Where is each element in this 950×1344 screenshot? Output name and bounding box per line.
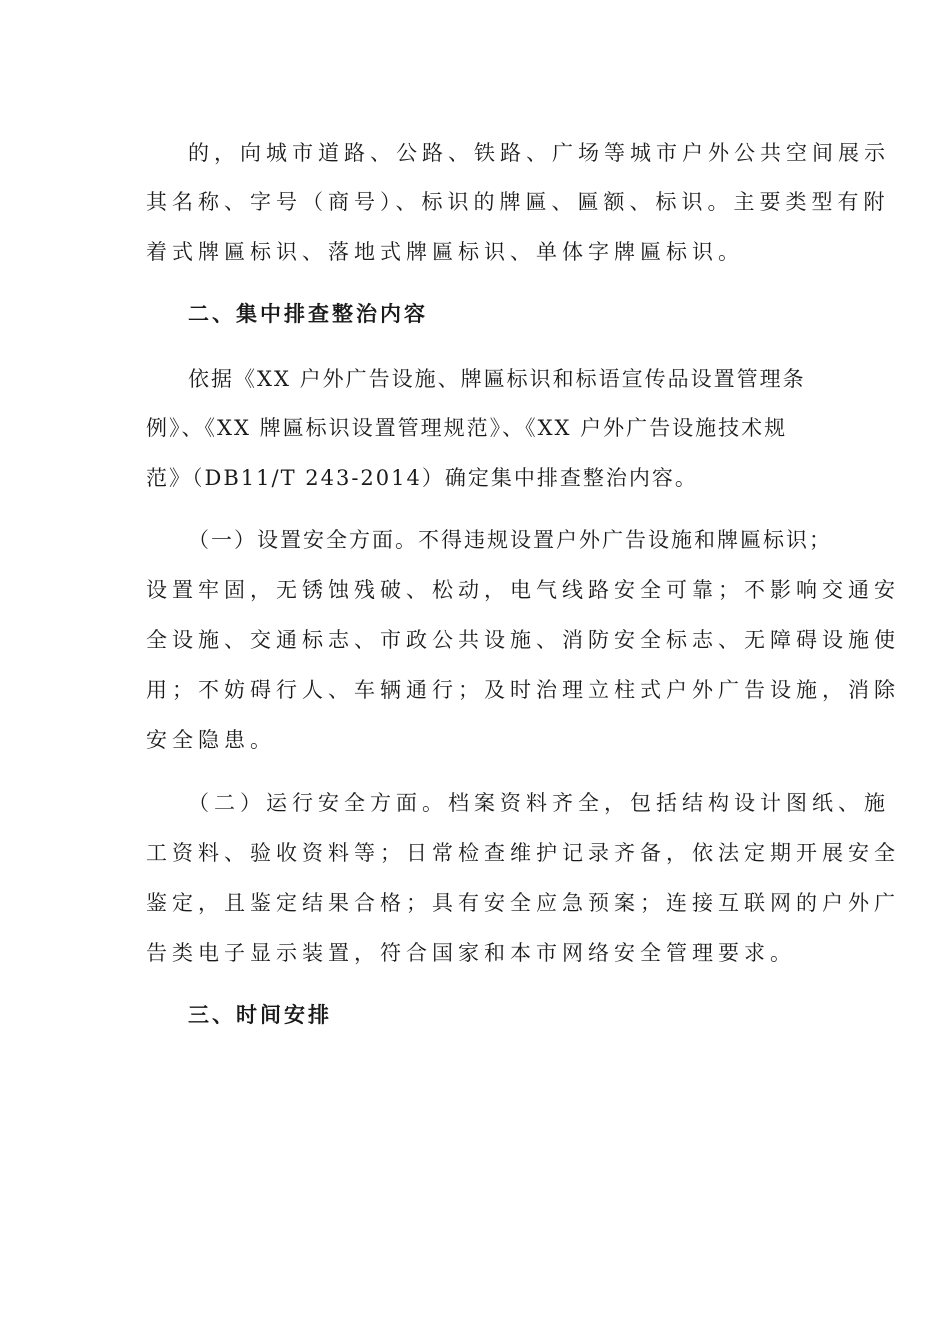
paragraph-line: 的，向城市道路、公路、铁路、广场等城市户外公共空间展示 [188, 141, 890, 165]
paragraph-line: 着式牌匾标识、落地式牌匾标识、单体字牌匾标识。 [146, 240, 744, 264]
paragraph-line: 鉴定，且鉴定结果合格；具有安全应急预案；连接互联网的户外广 [146, 891, 900, 915]
paragraph-line: 用；不妨碍行人、车辆通行；及时治理立柱式户外广告设施，消除 [146, 678, 900, 702]
paragraph-line: 例》、《XX 牌匾标识设置管理规范》、《XX 户外广告设施技术规 [146, 416, 788, 440]
paragraph-line: 告类电子显示装置，符合国家和本市网络安全管理要求。 [146, 941, 796, 965]
section-heading: 二、集中排查整治内容 [188, 302, 428, 326]
paragraph-line: 工资料、验收资料等；日常检查维护记录齐备，依法定期开展安全 [146, 841, 900, 865]
paragraph-line: （一）设置安全方面。不得违规设置户外广告设施和牌匾标识； [188, 528, 832, 552]
paragraph-line: 依据《XX 户外广告设施、牌匾标识和标语宣传品设置管理条 [188, 367, 806, 391]
paragraph-line: （二）运行安全方面。档案资料齐全，包括结构设计图纸、施 [188, 791, 890, 815]
paragraph-line: 范》（DB11/T 243-2014）确定集中排查整治内容。 [146, 466, 698, 490]
paragraph-line: 全设施、交通标志、市政公共设施、消防安全标志、无障碍设施使 [146, 628, 900, 652]
section-heading: 三、时间安排 [188, 1003, 332, 1027]
paragraph-line: 其名称、字号（商号）、标识的牌匾、匾额、标识。主要类型有附 [146, 190, 890, 214]
paragraph-line: 设置牢固，无锈蚀残破、松动，电气线路安全可靠；不影响交通安 [146, 578, 900, 602]
paragraph-line: 安全隐患。 [146, 728, 276, 752]
